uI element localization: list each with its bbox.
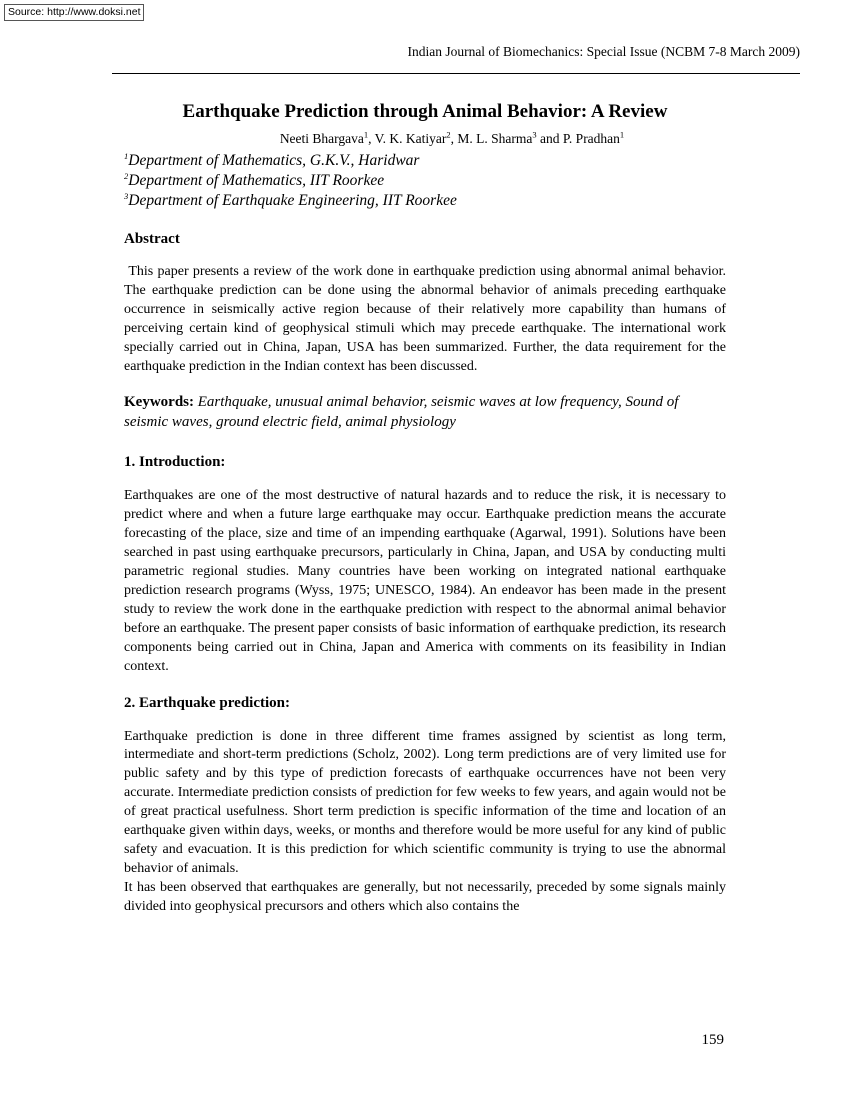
affiliation-number: 3 — [124, 190, 129, 201]
abstract-text: This paper presents a review of the work done in earthquake prediction using abnormal animal behavior. The earthquake prediction can be done using the abnormal behavior of animals preceding earthquake occurrence in seismically active region because of their relatively more capability than humans of perceiving certain kind of geophysical stimuli which may precede earthquake. The international work specially carried out in China, Japan, USA has been summarized. Further, the data requirement for the earthquake prediction in the Indian context has been discussed. — [124, 264, 730, 374]
author-separator: , — [368, 131, 375, 146]
affiliation-list — [124, 151, 726, 211]
author-name: Neeti Bhargava — [279, 131, 364, 146]
affiliation — [124, 171, 726, 191]
affiliation-number: 2 — [124, 170, 129, 181]
author-affiliation-mark: 1 — [619, 129, 625, 140]
author-list — [178, 130, 726, 147]
affiliation — [124, 191, 726, 211]
page-content — [124, 101, 730, 917]
earthquake-prediction-paragraph: Earthquake prediction is done in three different time frames assigned by scientist as long term, intermediate and short-term predictions (Scholz, 2002). Long term predictions are of very limited use for public safety and by this type of prediction forecasts of earthquake occurrences have not been very accurate. Intermediate prediction consists of prediction for few weeks to few years, and again would not be of great practical usefulness. Short term prediction is specific information of the time and location of an earthquake given within days, weeks, or months and therefore would be more useful for any kind of public safety and evacuation. It is this prediction for which scientific community is trying to use the abnormal behavior of animals. — [124, 728, 726, 876]
running-header: Indian Journal of Biomechanics: Special Issue (NCBM 7-8 March 2009) — [407, 44, 800, 59]
header-rule — [112, 73, 800, 74]
introduction-paragraph: Earthquakes are one of the most destructive of natural hazards and to reduce the risk, it is necessary to predict where and when a future large earthquake may occur. Earthquake prediction means the accurate forecasting of the place, size and time of an impending earthquake (Agarwal, 1991). Solutions have been searched in past using earthquake precursors, particularly in China, Japan, and USA by conducting multi parametric regional studies. Many countries have been working on integrated national earthquake prediction research programs (Wyss, 1975; UNESCO, 1984). An endeavor has been made in the present study to review the work done in the earthquake prediction with respect to the abnormal animal behavior before an earthquake. The present paper consists of basic information of earthquake prediction, its research components being carried out in China, Japan and America with comments on its feasibility in Indian context. — [124, 488, 726, 674]
earthquake-prediction-paragraph: It has been observed that earthquakes are generally, but not necessarily, preceded by some signals mainly divided into geophysical precursors and others which also contains the — [124, 879, 726, 914]
author-affiliation-mark: 3 — [532, 129, 537, 140]
paper-title: Earthquake Prediction through Animal Behavior: A Review — [182, 101, 668, 122]
affiliation-text: Department of Mathematics, G.K.V., Haridwar — [128, 152, 420, 169]
author-name: P. Pradhan — [562, 131, 620, 146]
author-separator: , — [450, 131, 458, 146]
page-number: 159 — [701, 1032, 724, 1048]
author-name: V. K. Katiyar — [374, 131, 447, 146]
keywords — [124, 392, 726, 432]
affiliation-text: Department of Earthquake Engineering, IIT Roorkee — [128, 192, 457, 209]
keywords-text: Earthquake, unusual animal behavior, seismic waves at low frequency, Sound of seismic waves, ground electric field, animal physiology — [124, 394, 679, 431]
keywords-label: Keywords: — [124, 394, 194, 411]
section-heading-introduction: 1. Introduction: — [124, 454, 226, 471]
affiliation-text: Department of Mathematics, IIT Roorkee — [128, 172, 385, 189]
author-name: M. L. Sharma — [457, 131, 533, 146]
source-tag: Source: http://www.doksi.net — [4, 4, 144, 21]
author-affiliation-mark: 2 — [446, 129, 451, 140]
abstract-heading: Abstract — [124, 231, 180, 247]
section-heading-earthquake-prediction: 2. Earthquake prediction: — [124, 694, 290, 711]
affiliation — [124, 151, 726, 171]
author-separator: and — [536, 131, 563, 146]
affiliation-number: 1 — [124, 150, 129, 161]
author-affiliation-mark: 1 — [363, 129, 369, 140]
